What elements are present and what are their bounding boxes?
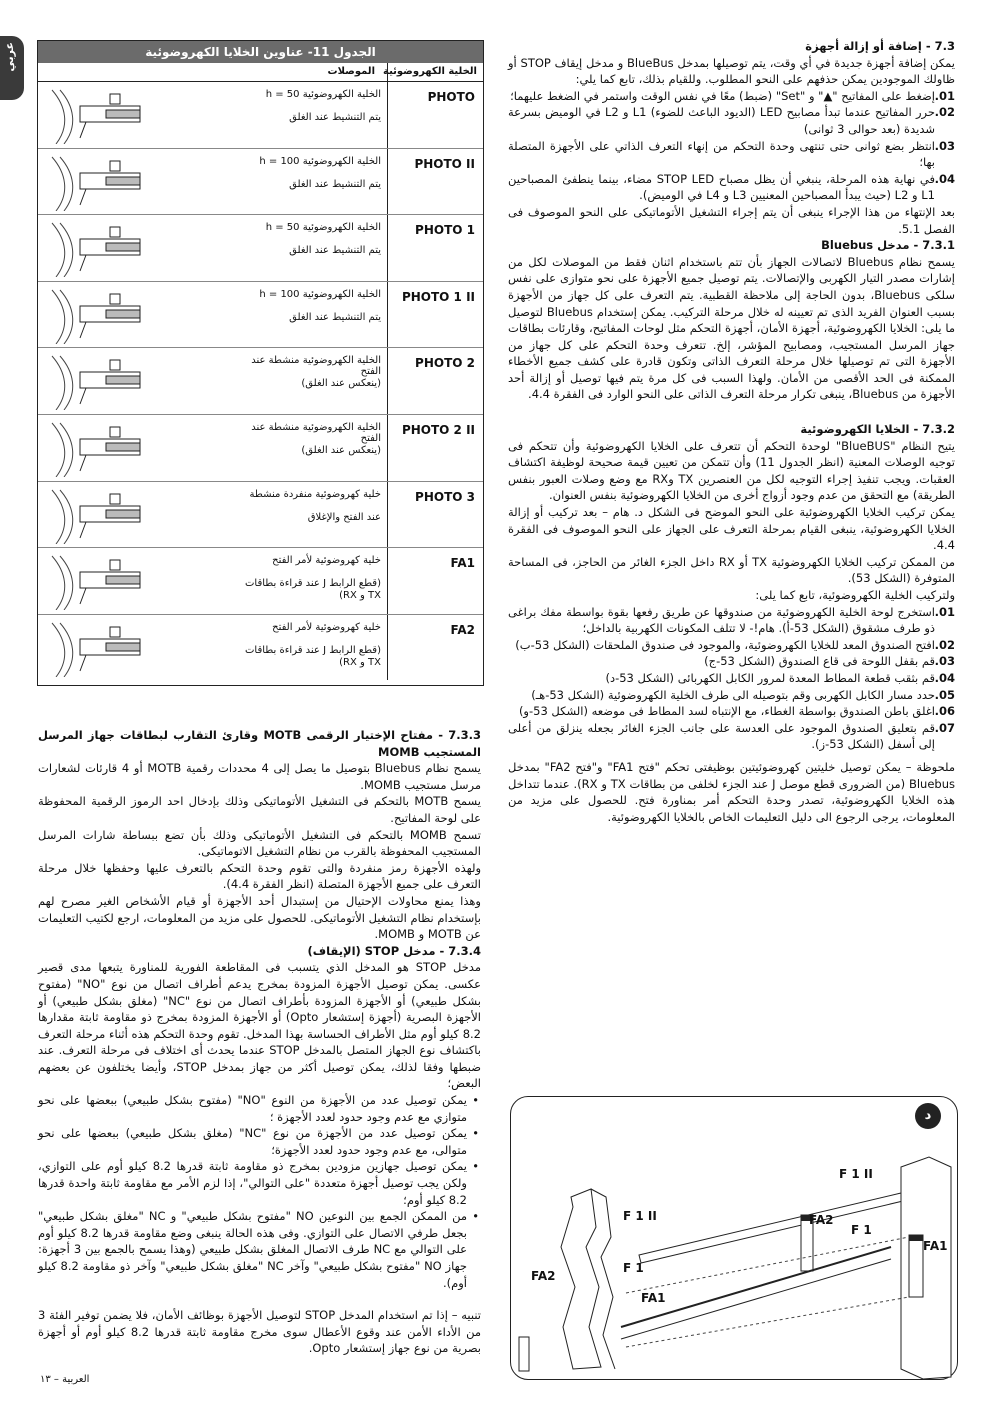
barrier-illustration xyxy=(511,1097,957,1379)
photocell-drawing xyxy=(46,419,166,477)
warning: تنبيه – إذا تم استخدام المدخل STOP لتوصيل الأجهزة بوظائف الأمان، فلا يضمن توفير الفئة 3 من الأداء الأمن عند وقوع الأعطال سوى مخرج مقاومة ثابتة قدرها 8.2 كيلو أوم أو أجهزة بصرية من نوع جهاز إستشعار Opto. xyxy=(38,1308,482,1356)
photocell-name: PHOTO 1 II xyxy=(401,289,475,304)
photocell-name: PHOTO 1 xyxy=(415,223,475,238)
language-tab: عربي xyxy=(0,36,24,100)
photocell-desc: الخلية الكهروضوئية h = 50 xyxy=(265,89,381,100)
heading-7-3-4: 7.3.4 - مدخل STOP (الإيقاف) xyxy=(307,943,481,958)
table-row xyxy=(38,348,483,415)
step-01: 01. إضغط على المفاتيح "▲" و "Set" (ضبط) معًا في نفس الوقت واستمر في الضغط عليهما؛ xyxy=(510,88,955,103)
photocell-drawing xyxy=(46,486,166,544)
bullet-3: • يمكن توصيل جهازين مزودين بمخرج ذو مقاومة ثابتة قدرها 8.2 كيلو أوم على التوازي، ولكن يجب توصيل أجهزة متعددة "على التوالي"، إذا لزم الأمر مع مقاومة ثابتة واحدة قدرها 8.2 كيلو أوم؛ xyxy=(38,1158,481,1208)
figure-d xyxy=(510,1096,958,1380)
fig-label: FA1 xyxy=(923,1239,948,1253)
photocell-desc: الخلية الكهروضوئية منشطة عند الفتح xyxy=(251,421,381,444)
para-photocells: يتيح النظام "BlueBUS" لوحدة التحكم أن تتعرف على الخلايا الكهروضوئية وأن تتحكم فى توجيه الوصلات المعنية (انظر الجدول 11) وأن تتمكن من تعيين قيمة صحيحة لوظيفة اكتشاف العقبات. ويجب تنفيذ إجراء التوجيه لكل من العنصرين TX وRX مع وضع وصلات العبور بنفس الطريقة) مع التحقق من عدم وجود أزواج أخرى من الخلايا الكهروضوئية بنفس العنوان. xyxy=(508,438,955,503)
photocell-name: PHOTO 3 xyxy=(415,489,475,504)
para-motb-3: تسمح MOMB بالتحكم فى التشغيل الأتوماتيكى وذلك بأن تضع ببساطة شارات المرسل المستجيب المحفوظة بالقرب من نظام التشغيل الاتوماتيكى. xyxy=(38,827,482,859)
photocell-drawing xyxy=(46,352,166,410)
item-05: 05. حدد مسار الكابل الكهربى وقم بتوصيله الى طرف الخلية الكهروضوئية (الشكل 53-هـ) xyxy=(531,687,955,702)
heading-7-3-1: 7.3.1 - مدخل Bluebus xyxy=(821,238,955,253)
col-links-header: الموصلات xyxy=(327,66,375,77)
fig-label: FA2 xyxy=(809,1213,834,1227)
photocell-activation: عند الفتح والإغلاق xyxy=(307,511,381,523)
photocell-desc: الخلية الكهروضوئية h = 100 xyxy=(259,155,381,167)
bullet-1: • يمكن توصيل عدد من الأجهزة من النوع "NO" (مفتوح بشكل طبيعي) ببعضها على نحو متوازي مع عدم وجود حدود لعدد الأجهزة ؛ xyxy=(38,1092,481,1125)
photocell-desc: الخلية الكهروضوئية منشطة عند الفتح xyxy=(251,355,381,378)
step-04: 04. في نهاية هذه المرحلة، ينبغي أن يظل مصباح STOP LED مضاء، بينما ينطفئ المصباحين L1 و L2 (حيث يبدأ المصباحين المعنيين L3 و L4 في الوميض). xyxy=(508,171,955,203)
photocell-name: PHOTO xyxy=(427,90,475,104)
table-row xyxy=(38,215,483,282)
page-footer: العربية – ١٣ xyxy=(40,1374,90,1385)
item-03: 03. قم بقفل اللوحة فى قاع الصندوق (الشكل 53-ج) xyxy=(704,654,955,669)
para-recess: من الممكن تركيب الخلايا الكهروضوئية TX أو RX داخل الجزء الغائر من الحاجز، فى المساحة المتوفرة (الشكل 53). xyxy=(508,554,955,586)
table-row xyxy=(38,149,483,216)
photocell-desc: الخلية الكهروضوئية h = 100 xyxy=(259,288,381,300)
fig-label: F 1 xyxy=(851,1223,872,1237)
para-bluebus: يسمح نظام Bluebus لاتصالات الجهاز بأن تتم باستخدام اثنان فقط من الموصلات لكل من إشارات مصدر التيار الكهربى والإتصالات. يتم توصيل جميع الأجهزة على نحو متوازى على نفس سلكى Bluebus، بدون الحاجة إلى ملاحظة القطبية. يتم التعرف على كل جهاز من الأجهزة بسبب العنوان الفريد الذى تم تعيينه له خلال مرحلة التركيب. يمكن إستخدام Bluebus لتوصيل ما يلى: الخلايا الكهروضوئية، أجهزة الأمان، أجهزة التحكم مثل لوحات المفاتيح، وقارئات بطاقات جهاز المرسل المستجيب، ومصابيح المؤشر، إلخ. تتعرف وحدة التحكم على كل جهاز من الأجهزة التى تم توصيلها خلال مرحلة التعرف الذاتى وتكون قادرة على كشف جميع الأخطاء الممكنة فى الحد الأقصى من الأمان. ولهذا السبب فى كل مرة يتم فيها توصيل أو إزالة أحد الأجهزة من Bluebus، ينبغى تكرار مرحلة التعرف الذاتى على النحو الوارد فى الفقرة 4.4. xyxy=(508,254,956,402)
photocell-drawing xyxy=(46,286,166,344)
item-02: 02. افتح الصندوق المعد للخلايا الكهروضوئية، والموجود فى صندوق الملحقات (الشكل 53-ب) xyxy=(515,637,955,652)
para-after: بعد الإنتهاء من هذا الإجراء ينبغى أن يتم إجراء التشغيل الأتوماتيكى على النحو الموصوف فى الفصل 5.1. xyxy=(508,204,955,236)
photocell-activation: يتم التنشيط عند الغلق xyxy=(289,311,381,323)
step-03: 03. انتظر بضع ثوانى حتى تنتهى وحدة التحكم من إنهاء التعرف الذاتي على الأجهزة المتصلة بها؛ xyxy=(508,138,955,170)
col-cell-header: الخلية الكهروضوئية xyxy=(383,66,477,77)
para-motb-2: يسمح MOTB بالتحكم فى التشغيل الأتوماتيكى وذلك بإدخال احد الرموز الرقمية المحفوظة على لوحة المفاتيح. xyxy=(38,794,481,825)
fig-label: F 1 II xyxy=(623,1209,657,1223)
photocell-name: FA1 xyxy=(450,556,475,571)
bullet-2: • يمكن توصيل عدد من الأجهزة من نوع "NC" (مغلق بشكل طبيعي) ببعضها على نحو متوالى، مع عدم وجود حدود لعدد الأجهزة؛ xyxy=(38,1125,481,1158)
photocell-drawing xyxy=(46,153,166,211)
photocell-drawing xyxy=(46,619,166,677)
photocell-drawing xyxy=(46,552,166,610)
table-row xyxy=(38,482,483,549)
table-header xyxy=(38,63,483,82)
para-motb-1: يسمح نظام Bluebus بتوصيل ما يصل إلى 4 محددات رقمية MOTB أو 4 قارئات لشعارات مرسل مستجيب MOMB. xyxy=(38,761,481,792)
item-06: 06. اغلق باطن الصندوق بواسطة الغطاء، مع الإنتباه لسد المطاط فى موضعه (الشكل 53-و) xyxy=(518,704,955,719)
item-04: 04. قم بثقب قطعة المطاط المعدة لمرور الكابل الكهربائى (الشكل 53-د) xyxy=(605,670,955,685)
photocell-activation: (ينعكس عند الغلق) xyxy=(301,444,381,456)
right-column xyxy=(508,38,955,825)
item-07: 07. قم بتعليق الصندوق الموجود على العدسة على جانب الجزء الغائر بجعله ينزلق من أعلى إلى أسفل (الشكل 53-ز). xyxy=(508,720,955,752)
item-01: 01. استخرج لوحة الخلية الكهروضوئية من صندوقها عن طريق رفعها بقوة بواسطة مفك براغى ذو طرف مشقوق (الشكل 53-أ). هام!- لا تتلف المكونات الكهربية بالداخل؛ xyxy=(508,604,955,636)
photocell-activation: يتم التنشيط عند الغلق xyxy=(289,178,381,190)
fig-label: F 1 xyxy=(623,1261,644,1275)
photocell-desc: الخلية الكهروضوئية h = 50 xyxy=(265,222,381,234)
para-motb-4: ولهذه الأجهزة رمز منفردة والتى تقوم وحدة التحكم بالتعرف عليها وحفظها خلال مرحلة التعرف على جميع الأجهزة المتصلة (انظر الفقرة 4.4). xyxy=(38,860,481,892)
fig-label: FA1 xyxy=(641,1291,666,1305)
fig-label: FA2 xyxy=(531,1269,556,1283)
photocell-name: PHOTO 2 II xyxy=(401,422,475,437)
table-row xyxy=(38,548,483,615)
photocell-name: PHOTO 2 xyxy=(415,356,475,371)
photocell-activation: (قطع الرابط J عند قراءة بطاقات TX و RX) xyxy=(245,644,381,668)
bullet-4: • من الممكن الجمع بين النوعين NO "مفتوح بشكل طبيعي" و NC "مغلق بشكل طبيعي" بجعل طرفي الاتصال على التوازي. وفى هذه الحالة ينبغى وضع مقاومة قدرها 8.2 كيلو أوم على التوالي مع NC طرف الاتصال المغلق بشكل طبيعي (وهذا يسمح بالجمع بين 3 أجهزة: جهاز NO "مفتوح بشكل طبيعي" وآخر NC "مغلق بشكل طبيعي" وآخر ذو مقاومة 8.2 كيلو أوم). xyxy=(38,1208,481,1291)
step-02: 02. حرر المفاتيح عندما تبدأ مصابيح LED (الديود الباعث للضوء) L1 و L2 في الوميض بسرعة شديدة (بعد حوالى 3 ثوانى) xyxy=(508,105,955,136)
photocell-drawing xyxy=(46,86,166,144)
table-row xyxy=(38,282,483,349)
table-title: الجدول 11- عناوين الخلايا الكهروضوئية xyxy=(38,41,483,63)
photocell-activation: يتم التنشيط عند الغلق xyxy=(289,112,381,123)
para-intro: يمكن إضافة أجهزة جديدة في أي وقت، يتم توصيلها بمدخل BlueBus و مدخل إيقاف STOP أو ظاولك الموجودين يمكن حذفهم على النحو المطلوب. وللقيام بذلك، تابع كما يلي: xyxy=(508,55,956,87)
left-column xyxy=(38,727,481,1357)
heading-7-3-2: 7.3.2 - الخلايا الكهروضوئية xyxy=(800,422,955,437)
table-row xyxy=(38,415,483,482)
photocell-desc: خلية كهروضوئية لأمر الفتح xyxy=(272,555,381,567)
photocell-drawing xyxy=(46,219,166,277)
photocell-desc: خلية كهروضوئية منفردة منشطة xyxy=(249,488,381,500)
fig-label: F 1 II xyxy=(839,1167,873,1181)
photocell-desc: خلية كهروضوئية لأمر الفتح xyxy=(272,621,381,633)
photocell-name: PHOTO II xyxy=(414,156,475,171)
photocell-name: FA2 xyxy=(450,622,475,637)
figure-tag: د xyxy=(915,1103,941,1129)
para-proceed: ولتركيب الخلية الكهروضوئية، تابع كما يلى: xyxy=(755,588,955,602)
para-motb-5: وهذا يمنع محاولات الإحتيال من إستبدال أحد الأجهزة أو قيام الأشخاص الغير مصرح لهم بإستخدام نظام التشغيل الأتوماتيكى. للحصول على مزيد من المعلومات، ارجع لكتيب التعليمات عن MOTB و MOMB. xyxy=(38,893,481,942)
table-row xyxy=(38,82,483,149)
photocell-activation: يتم التنشيط عند الغلق xyxy=(289,245,381,257)
photocell-activation: (قطع الرابط J عند قراءة بطاقات TX و RX) xyxy=(245,578,381,602)
para-install: يمكن تركيب الخلايا الكهروضوئية على النحو الموضح فى الشكل د. هام – بعد تركيب أو إزالة الخلايا الكهروضوئية، ينبغى القيام بمرحلة التعرف على الجهاز على النحو الموصوف فى الفقرة 4.4. xyxy=(508,505,955,553)
photocell-activation: (ينعكس عند الغلق) xyxy=(301,378,381,390)
para-stop: مدخل STOP هو المدخل الذي يتسبب فى المقاطعة الفورية للمناورة يتبعها مدى قصير عكسى. يمكن توصيل الأجهزة المزودة بمخرج يدعم أطراف اتصال من نوع "NO" (مفتوح بشكل طبيعي) أو الأجهزة المزودة بأطراف اتصال من نوع "NC" (مغلق بشكل طبيعي) أو الأجهزة البصرية (أجهزة إستشعار Opto) أو الأجهزة المزودة بمخرج ذو مقاومة ثابتة مقدارها 8.2 كيلو أوم مثل الأطراف الحساسة بهذا المدخل. تقوم وحدة التحكم هذه أثناء مرحلة التعرف باكتشاف نوع الجهاز المتصل بالمدخل STOP عندما يحدث أى اختلاف فى مرحلة التعرف. عند ضبطها وفقا لذلك، يمكن توصيل أكثر من جهاز بمدخل STOP، وأيضا يختلفون عن بعضهم البعض؛ xyxy=(38,960,482,1091)
heading-7-3: 7.3 - إضافة أو إزالة أجهزة xyxy=(805,39,955,53)
note: ملحوظة – يمكن توصيل خليتين كهروضوئيتين بوظيفتى تحكم "فتح FA1" و"فتح FA2" بمدخل Bluebus (من الضرورى قطع موصل J عند الجزء لخلفى من بطاقات TX و RX). عندما تتداخل هذه الخلايا الكهروضوئية، تصدر وحدة التحكم أمر بمناورة فتح. للحصول على مزيد من المعلومات، يرجى الرجوع الى دليل التعليمات الخاص بالخلايا الكهروضوئية. xyxy=(508,759,955,824)
heading-7-3-3: 7.3.3 - مفتاح الإختيار الرقمى MOTB وقارئ التقارب لبطاقات جهاز المرسل المستجيب MOMB xyxy=(38,728,481,759)
photocell-address-table xyxy=(37,40,484,686)
table-row xyxy=(38,615,483,681)
